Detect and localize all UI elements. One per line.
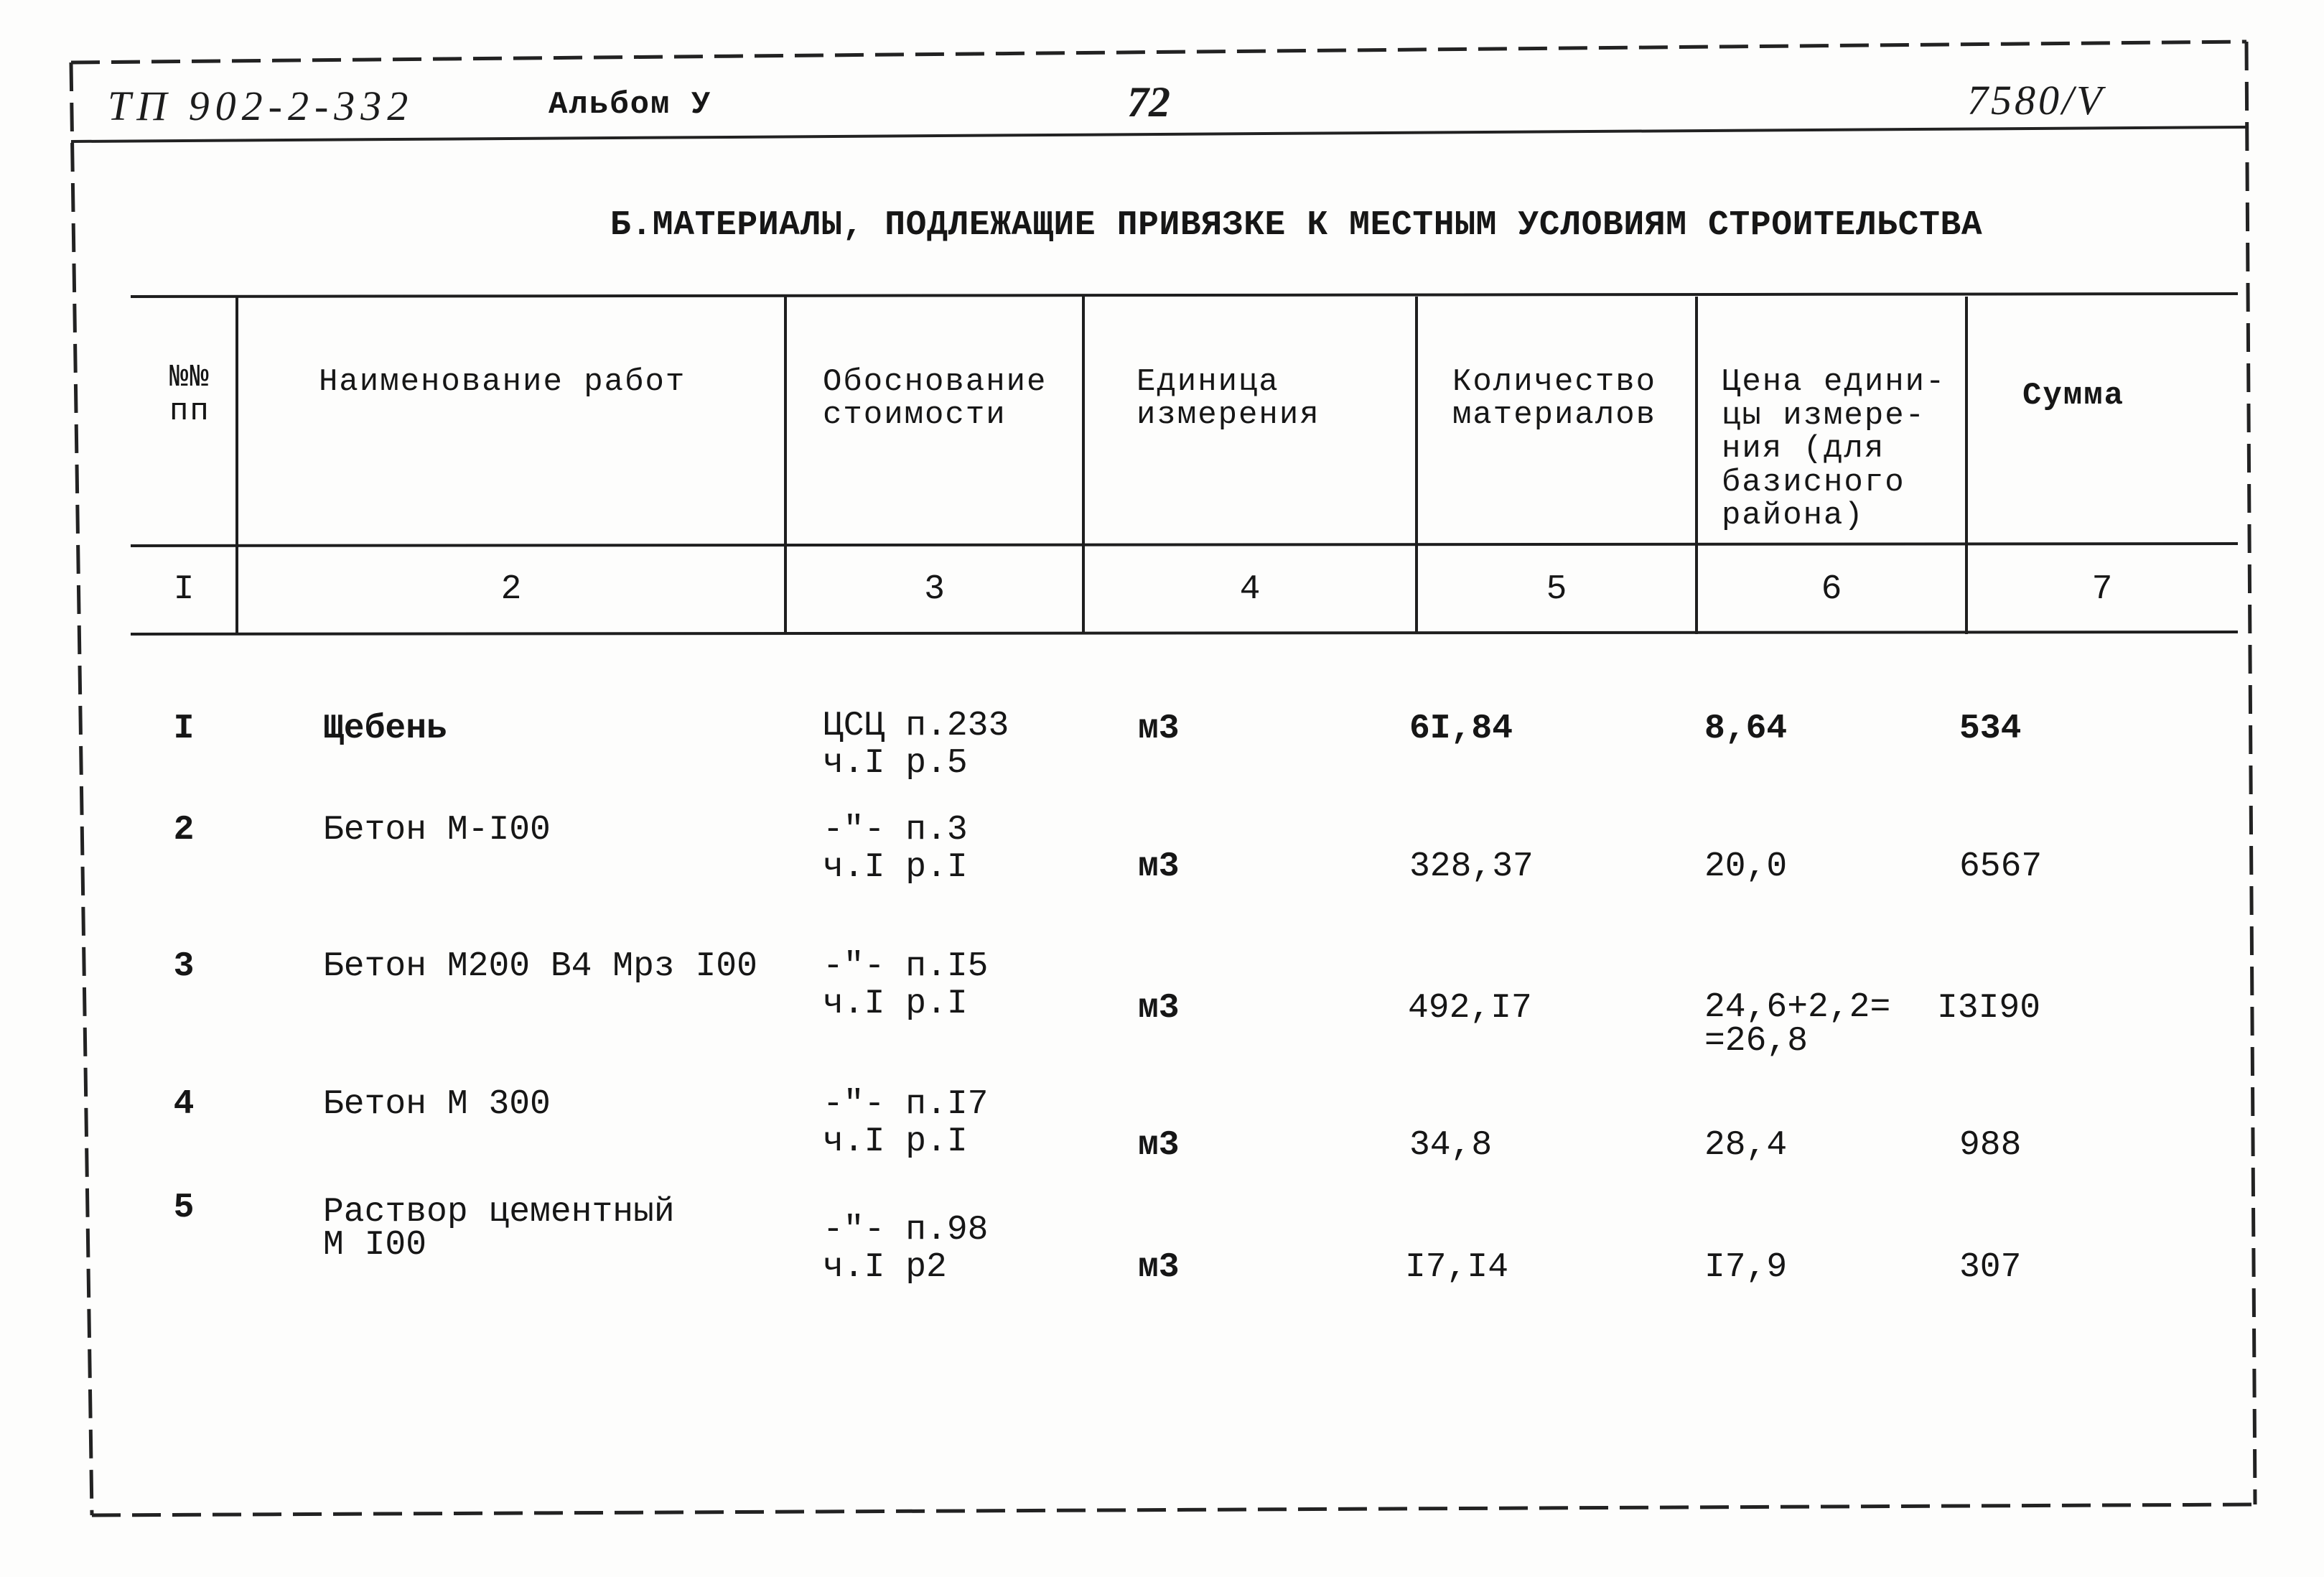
column-header-line: пп — [169, 394, 210, 429]
table-header-bottom-line — [131, 544, 2238, 546]
unit: м3 — [1138, 847, 1180, 886]
material-name-line: Щебень — [323, 710, 447, 748]
unit-price-line: 24,6+2,2= — [1704, 988, 1891, 1027]
column-header-unit — [1137, 366, 1320, 432]
unit-price — [1704, 710, 1787, 748]
cost-basis-line: ч.I р.I — [823, 848, 968, 887]
quantity: 34,8 — [1409, 1126, 1493, 1165]
column-number: 2 — [500, 570, 522, 609]
column-header-line: Обоснование — [823, 364, 1047, 400]
total-sum: 988 — [1959, 1126, 2022, 1165]
row-number: I — [173, 710, 195, 748]
table-number-row-bottom-line — [131, 632, 2238, 634]
header-separator-line — [71, 127, 2246, 141]
column-header-line: района) — [1722, 498, 1865, 534]
unit: м3 — [1138, 1126, 1180, 1165]
cost-basis — [823, 1211, 988, 1286]
material-name — [323, 710, 447, 748]
column-header-line: ния (для — [1722, 431, 1885, 467]
frame-left-line — [71, 62, 92, 1515]
cost-basis-line: -"- п.I5 — [823, 947, 989, 986]
frame-right-line — [2246, 42, 2255, 1504]
material-name — [323, 1193, 675, 1265]
unit: м3 — [1138, 989, 1180, 1028]
column-number: 7 — [2091, 570, 2113, 609]
cost-basis — [823, 811, 968, 886]
unit-price — [1704, 848, 1787, 885]
total-sum: 534 — [1959, 710, 2022, 748]
column-header-line: Единица — [1137, 364, 1279, 400]
material-name-line: Раствор цементный — [323, 1193, 675, 1232]
album-label: Альбом У — [549, 87, 712, 123]
cost-basis — [823, 948, 988, 1023]
frame-top-line — [71, 42, 2246, 62]
column-number: 4 — [1239, 570, 1261, 609]
column-header-line: измерения — [1137, 397, 1320, 433]
material-name — [323, 1086, 551, 1123]
column-header-line: материалов — [1452, 397, 1657, 433]
column-header-line: Наименование работ — [319, 364, 686, 400]
cost-basis-line: ч.I р.I — [823, 985, 968, 1023]
unit-price-line: I7,9 — [1704, 1248, 1788, 1287]
cost-basis-line: -"- п.3 — [823, 811, 968, 850]
unit-price — [1704, 988, 1891, 1061]
column-header-name — [319, 366, 686, 399]
material-name — [323, 948, 757, 985]
column-header-sum — [2022, 379, 2124, 412]
frame-bottom-line — [92, 1504, 2255, 1515]
column-header-line: стоимости — [823, 397, 1007, 433]
total-sum: 6567 — [1959, 847, 2043, 886]
row-number: 4 — [173, 1085, 195, 1124]
column-number: I — [173, 570, 195, 609]
unit: м3 — [1138, 710, 1180, 748]
unit-price-line: 8,64 — [1704, 710, 1788, 748]
page-frame — [71, 42, 2255, 1515]
unit-price — [1704, 1249, 1787, 1286]
cost-basis-line: ч.I р2 — [823, 1248, 947, 1287]
column-header-line: базисного — [1722, 464, 1905, 501]
quantity: 6I,84 — [1409, 710, 1513, 748]
cost-basis-line: ч.I р.I — [823, 1122, 968, 1161]
quantity: 492,I7 — [1408, 989, 1532, 1028]
total-sum: 307 — [1959, 1248, 2022, 1287]
row-number: 2 — [173, 811, 195, 850]
quantity: 328,37 — [1409, 847, 1534, 886]
row-number: 5 — [173, 1188, 195, 1227]
column-header-item-number — [169, 361, 210, 429]
column-header-line: №№ — [169, 360, 210, 396]
unit-price-line: =26,8 — [1704, 1022, 1809, 1061]
table-top-line — [131, 294, 2238, 297]
material-name-line: Бетон М-I00 — [323, 811, 551, 850]
unit-price-line: 28,4 — [1704, 1126, 1788, 1165]
cost-basis — [823, 1086, 988, 1160]
column-header-unit-price — [1722, 366, 1946, 533]
column-number: 5 — [1546, 570, 1567, 609]
project-code: ТП 902-2-332 — [108, 83, 414, 129]
row-number: 3 — [173, 947, 195, 986]
quantity: I7,I4 — [1405, 1248, 1509, 1287]
column-header-line: цы измере- — [1722, 397, 1926, 434]
cost-basis-line: -"- п.I7 — [823, 1085, 989, 1124]
column-header-cost-basis — [823, 366, 1047, 432]
material-name — [323, 811, 551, 849]
document-title: Б.МАТЕРИАЛЫ, ПОДЛЕЖАЩИЕ ПРИВЯЗКЕ К МЕСТНЫМ УСЛОВИЯМ СТРОИТЕЛЬСТВА — [610, 206, 1983, 245]
unit-price — [1704, 1127, 1787, 1164]
column-number: 6 — [1821, 570, 1842, 609]
column-header-line: Сумма — [2022, 378, 2125, 414]
column-header-line: Цена едини- — [1722, 364, 1946, 400]
cost-basis-line: ч.I р.5 — [823, 744, 968, 783]
cost-basis-line: -"- п.98 — [823, 1211, 989, 1250]
material-name-line: Бетон М 300 — [323, 1085, 551, 1124]
page-number: 72 — [1127, 78, 1170, 126]
column-header-quantity — [1452, 366, 1656, 432]
total-sum: I3I90 — [1937, 989, 2041, 1028]
cost-basis-line: ЦСЦ п.233 — [823, 707, 1009, 745]
material-name-line: М I00 — [323, 1226, 427, 1265]
cost-basis — [823, 707, 1009, 782]
sheet-code: 7580/V — [1967, 77, 2105, 124]
column-number: 3 — [924, 570, 945, 609]
unit-price-line: 20,0 — [1704, 847, 1788, 886]
material-name-line: Бетон М200 В4 Мрз I00 — [323, 947, 757, 986]
unit: м3 — [1138, 1248, 1180, 1287]
column-header-line: Количество — [1452, 364, 1657, 400]
